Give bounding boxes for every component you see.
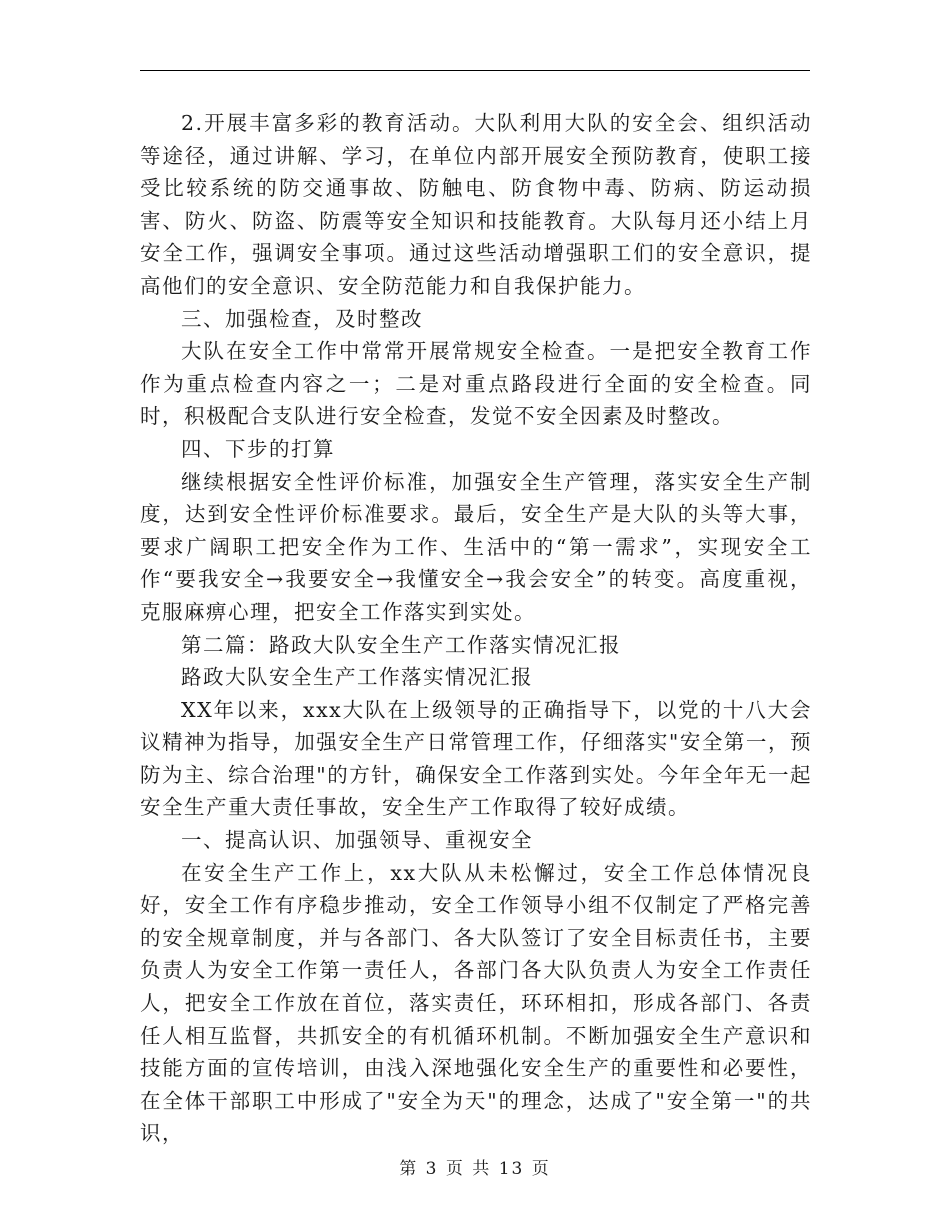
document-body <box>140 107 812 1150</box>
section-heading-awareness: 一、提高认识、加强领导、重视安全 <box>181 828 533 853</box>
paragraph-education-activities: 2.开展丰富多彩的教育活动。大队利用大队的安全会、组织活动等途径，通过讲解、学习，在单位内部开展安全预防教育，使职工接受比较系统的防交通事故、防触电、防食物中毒、防病、防运动损害、防火、防盗、防震等安全知识和技能教育。大队每月还小结上月安全工作，强调安全事项。通过这些活动增强职工们的安全意识，提高他们的安全意识、安全防范能力和自我保护能力。 <box>140 111 812 298</box>
paragraph-report-intro: XX年以来，xxx大队在上级领导的正确指导下，以党的十八大会议精神为指导，加强安全生产日常管理工作，仔细落实"安全第一，预防为主、综合治理"的方针，确保安全工作落到实处。今年全年无一起安全生产重大责任事故，安全生产工作取得了较好成绩。 <box>140 697 812 820</box>
paragraph-awareness: 在安全生产工作上，xx大队从未松懈过，安全工作总体情况良好，安全工作有序稳步推动，安全工作领导小组不仅制定了严格完善的安全规章制度，并与各部门、各大队签订了安全目标责任书，主要负责人为安全工作第一责任人，各部门各大队负责人为安全工作责任人，把安全工作放在首位，落实责任，环环相扣，形成各部门、各责任人相互监督，共抓安全的有机循环机制。不断加强安全生产意识和技能方面的宣传培训，由浅入深地强化安全生产的重要性和必要性，在全体干部职工中形成了"安全为天"的理念，达成了"安全第一"的共识， <box>140 860 812 1146</box>
page-number-footer: 第 3 页 共 13 页 <box>399 1159 551 1179</box>
paragraph-next-steps: 继续根据安全性评价标准，加强安全生产管理，落实安全生产制度，达到安全性评价标准要求。最后，安全生产是大队的头等大事，要求广阔职工把安全作为工作、生活中的“第一需求”，实现安全工作“要我安全→我要安全→我懂安全→我会安全”的转变。高度重视，克服麻痹心理，把安全工作落实到实处。 <box>140 469 812 624</box>
header-rule <box>140 70 810 71</box>
paragraph-inspection: 大队在安全工作中常常开展常规安全检查。一是把安全教育工作作为重点检查内容之一；二是对重点路段进行全面的安全检查。同时，积极配合支队进行安全检查，发觉不安全因素及时整改。 <box>140 339 812 429</box>
report-title: 路政大队安全生产工作落实情况汇报 <box>181 665 533 690</box>
section-heading-inspection: 三、加强检查，及时整改 <box>181 306 423 331</box>
section-heading-next-steps: 四、下步的打算 <box>181 436 335 461</box>
chapter-heading-part-two: 第二篇：路政大队安全生产工作落实情况汇报 <box>181 632 621 657</box>
